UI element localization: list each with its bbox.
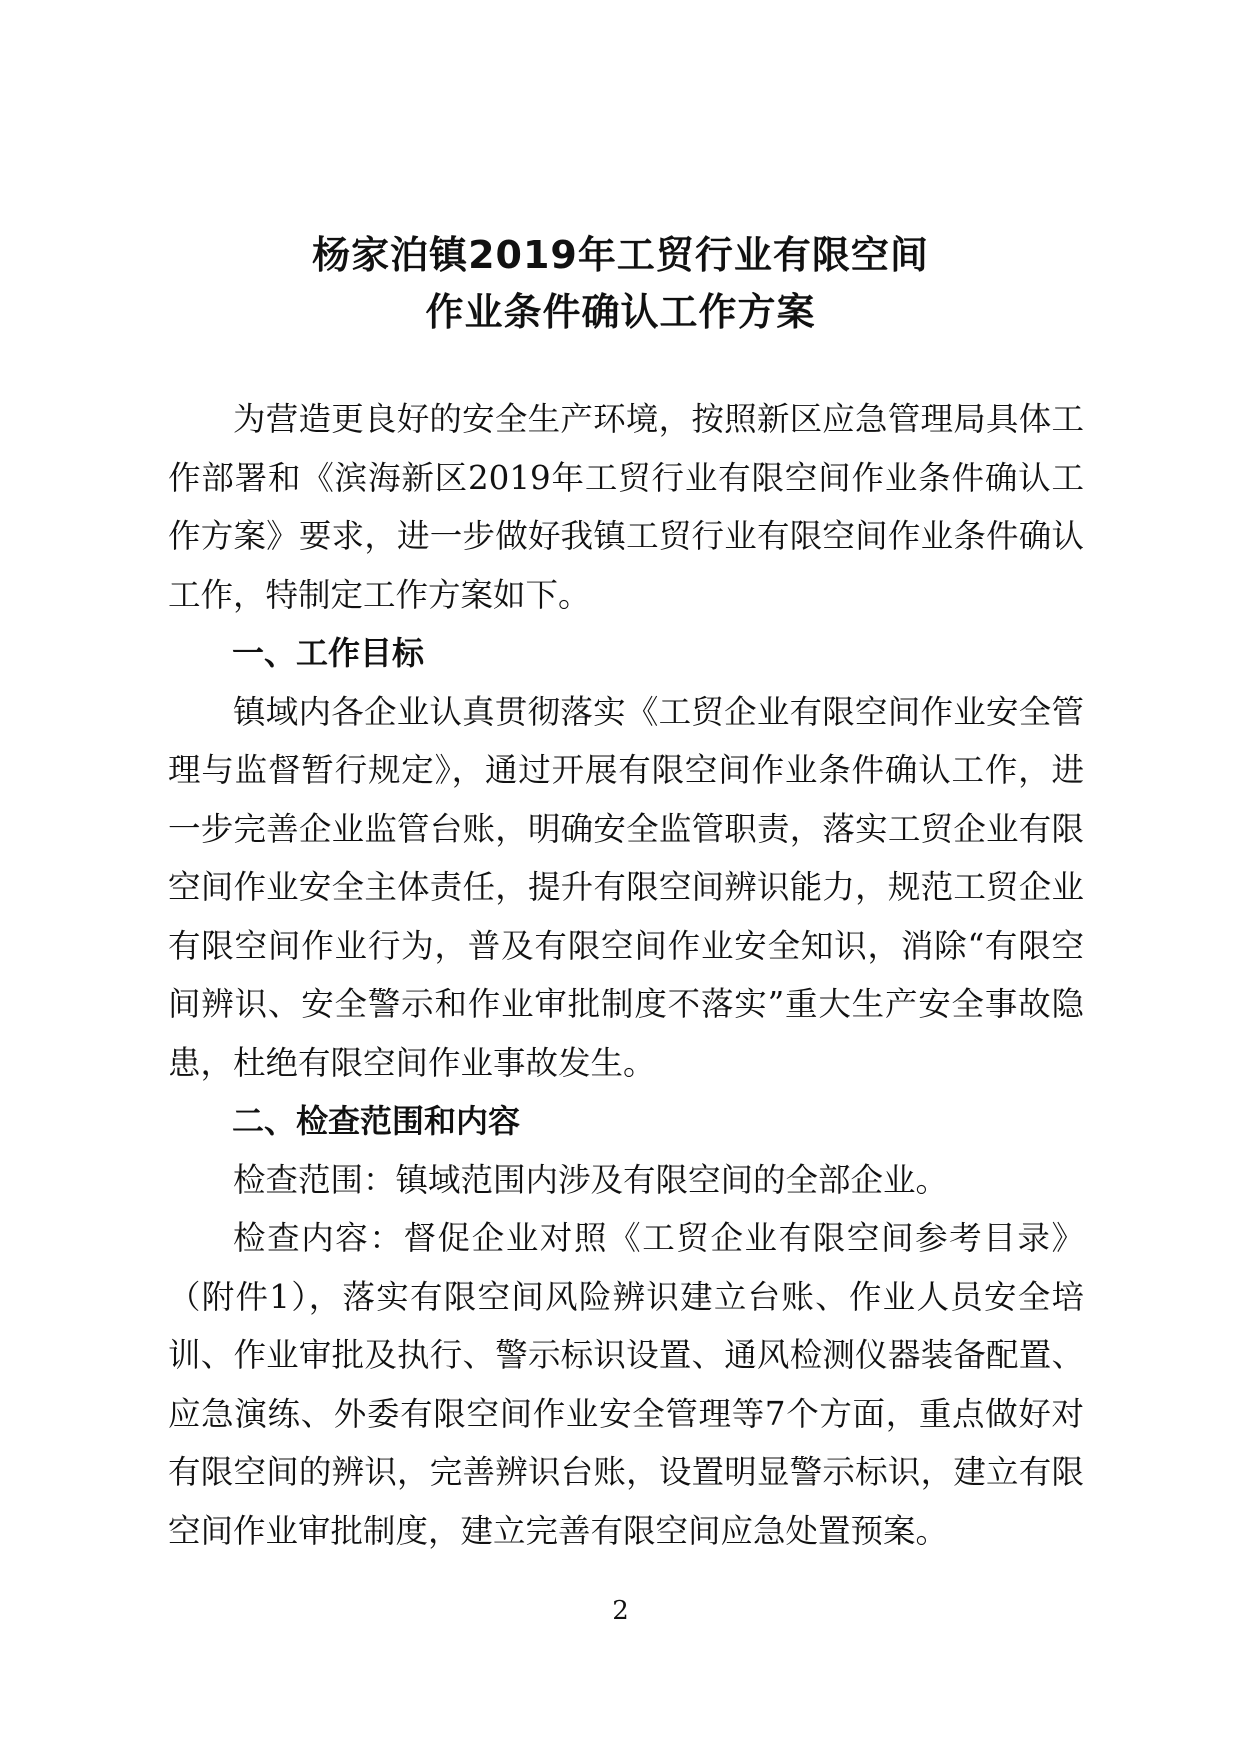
section-1-paragraph: 镇域内各企业认真贯彻落实《工贸企业有限空间作业安全管理与监督暂行规定》，通过开展有限空间作业条件确认工作，进一步完善企业监管台账，明确安全监管职责，落实工贸企业有限空间作业安全主体责任，提升有限空间辨识能力，规范工贸企业有限空间作业行为，普及有限空间作业安全知识，消除“有限空间辨识、安全警示和作业审批制度不落实”重大生产安全事故隐患，杜绝有限空间作业事故发生。 [168,692,1084,1082]
section-2-heading: 二、检查范围和内容 [232,1102,521,1140]
document-body [168,390,1084,1560]
document-title-line-2: 作业条件确认工作方案 [425,290,816,334]
page-number: 2 [612,1596,629,1626]
intro-paragraph: 为营造更良好的安全生产环境，按照新区应急管理局具体工作部署和《滨海新区2019年工贸行业有限空间作业条件确认工作方案》要求，进一步做好我镇工贸行业有限空间作业条件确认工作，特制定工作方案如下。 [168,400,1084,614]
document-title-line-1: 杨家泊镇2019年工贸行业有限空间 [312,233,929,277]
section-2-scope-paragraph: 检查范围：镇域范围内涉及有限空间的全部企业。 [233,1160,949,1199]
section-2-content-paragraph: 检查内容：督促企业对照《工贸企业有限空间参考目录》（附件1），落实有限空间风险辨识建立台账、作业人员安全培训、作业审批及执行、警示标识设置、通风检测仪器装备配置、应急演练、外委有限空间作业安全管理等7个方面，重点做好对有限空间的辨识，完善辨识台账，设置明显警示标识，建立有限空间作业审批制度，建立完善有限空间应急处置预案。 [168,1219,1084,1550]
section-1-heading: 一、工作目标 [232,634,425,672]
